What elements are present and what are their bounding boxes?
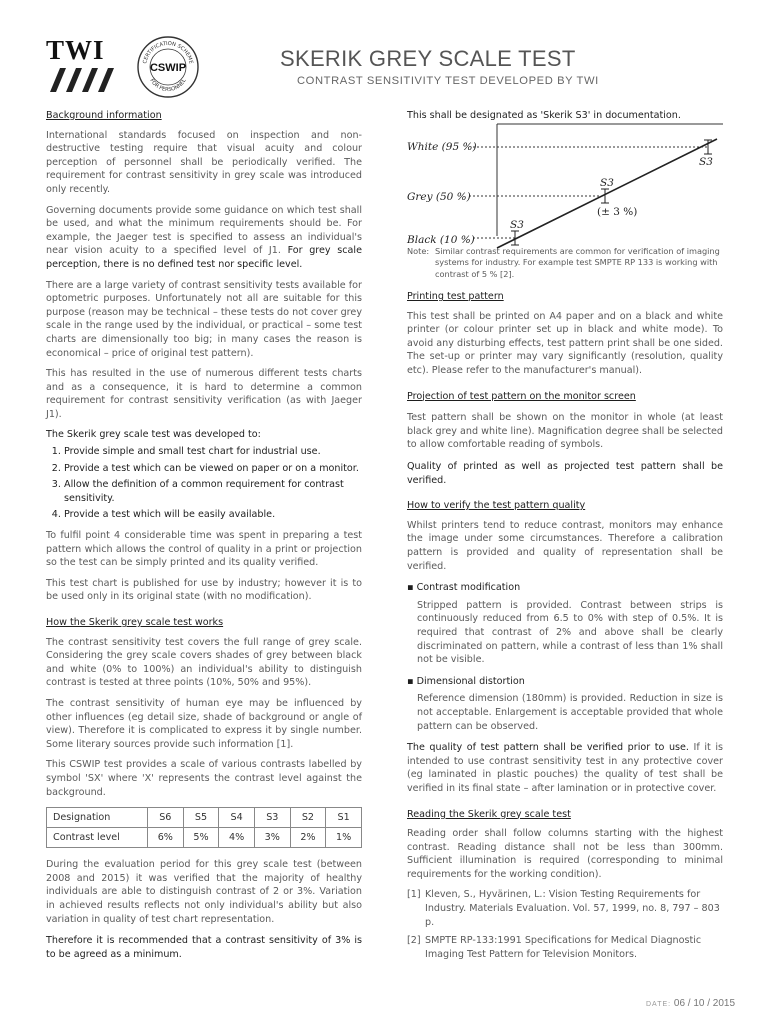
quality-verification-paragraph — [407, 741, 723, 795]
chart-label-grey: Grey (50 %) — [407, 190, 471, 203]
developed-intro: The Skerik grey scale test was developed to: — [46, 429, 261, 441]
table-cell: Designation — [47, 808, 148, 828]
bullet-dimensional-distortion — [407, 675, 723, 689]
svg-text:FOR PERSONNEL: FOR PERSONNEL — [148, 77, 188, 94]
developed-list — [46, 445, 362, 522]
reference-2 — [407, 934, 723, 961]
quality-statement: Quality of printed as well as projected test pattern shall be verified. — [407, 461, 723, 486]
chart-label-black: Black (10 %) — [407, 233, 475, 246]
chart-tolerance-label: (± 3 %) — [597, 205, 638, 218]
chart-label-white: White (95 %) — [407, 140, 477, 153]
background-paragraph-2-text: Governing documents provide some guidance on which test shall be used, and what the minimum requirements should be. For example, the Jaeger test is specified to assess an individual's near vision acuity to a specified level of J1. — [46, 204, 362, 257]
cswip-seal-icon — [136, 35, 200, 99]
footer-date — [646, 998, 735, 1009]
table-cell: 3% — [254, 828, 290, 848]
contrast-table — [46, 807, 362, 848]
list-item: 3. Allow the definition of a common requirement for contrast sensitivity. — [64, 478, 362, 505]
list-item: 2. Provide a test which can be viewed on paper or on a monitor. — [64, 462, 362, 476]
page-title: SKERIK GREY SCALE TEST — [280, 46, 576, 71]
background-paragraph-2-emphasis: For grey scale perception, there is no defined test nor specific level. — [46, 245, 362, 270]
page-subtitle: CONTRAST SENSITIVITY TEST DEVELOPED BY TWI — [297, 75, 599, 87]
background-paragraph-1: International standards focused on inspection and non-destructive testing require that visual acuity and colour perception of personnel shall be periodically verified. The requirement for contrast sensitivity in grey scale was introduced only recently. — [46, 129, 362, 195]
table-cell: 5% — [183, 828, 219, 848]
left-column — [46, 109, 362, 961]
quality-verification-text: If it is intended to use contrast sensitivity test in any protective cover (eg laminated in plastic pouches) the quality of test shall be verified in its final state – after lamination or in protective cover. — [407, 742, 723, 794]
table-cell: 6% — [148, 828, 184, 848]
table-row — [47, 808, 362, 828]
contrast-modification-text: Stripped pattern is provided. Contrast between strips is continuously reduced from 6.5 to 0% with step of 0.5%. It is required that contrast of 2% and above shall be clearly discriminated on pattern, while a contrast of less than 1% shall not be visible. — [417, 599, 723, 666]
reference-text: Kleven, S., Hyvärinen, L.: Vision Testing Requirements for Industry. Materials Evaluation. Vol. 57, 1999, no. 8, 797 – 803 p. — [425, 889, 720, 928]
table-cell: S6 — [148, 808, 184, 828]
chart-s3-label-black: S3 — [510, 218, 524, 231]
table-cell: S3 — [254, 808, 290, 828]
printing-paragraph: This test shall be printed on A4 paper and on a black and white printer (or colour printer set up in black and white mode). To avoid any disturbing effects, test pattern print shall be one sided. The set-up or printer may vary significantly (resolution, quality etc). Please refer to the manufacturer's manual). — [407, 310, 723, 377]
recommendation-paragraph: Therefore it is recommended that a contrast sensitivity of 3% is to be agreed as a minimum. — [46, 935, 362, 960]
evaluation-paragraph: During the evaluation period for this grey scale test (between 2008 and 2015) it was verified that the majority of healthy individuals are able to distinguish contrast of 2 or 3%. Variation in achieved results reflects not only individual's ability but also variation in quality of test chart representation. — [46, 859, 362, 925]
twi-logo — [46, 35, 122, 94]
table-cell: S4 — [219, 808, 255, 828]
background-heading: Background information — [46, 110, 162, 121]
table-row — [47, 828, 362, 848]
note-text: Similar contrast requirements are common for verification of imaging systems for industry. For example test SMPTE RP 133 is working with contrast of 5 % [2]. — [435, 245, 720, 279]
projection-paragraph: Test pattern shall be shown on the monitor in whole (at least black grey and white line). Magnification degree shall be selected to allow comfortable reading of symbols. — [407, 412, 723, 451]
chart-s3-label-white: S3 — [699, 155, 713, 168]
verify-paragraph: Whilst printers tend to reduce contrast, monitors may enhance the image under some circumstances. Therefore a calibration pattern is provided and quality of representation shall be verified. — [407, 519, 723, 572]
reference-number: [2] — [407, 935, 421, 947]
note — [407, 246, 723, 281]
designation-text: This shall be designated as 'Skerik S3' in documentation. — [407, 110, 681, 121]
bullet-icon: ▪ — [407, 675, 417, 687]
how-it-works-heading: How the Skerik grey scale test works — [46, 617, 224, 628]
chart-scale-line — [497, 139, 717, 248]
projection-heading: Projection of test pattern on the monitor screen — [407, 390, 636, 402]
twi-logo-text: TWI — [46, 35, 105, 65]
how-paragraph-1: The contrast sensitivity test covers the full range of grey scale. Considering the grey scale covers shades of grey between black and white (0% to 100%) an individual's ability to distinguish contrast is tested at three points (10%, 50% and 95%). — [46, 636, 362, 689]
quality-verification-emphasis: The quality of test pattern shall be verified prior to use. — [407, 742, 689, 754]
fulfil-paragraph: To fulfil point 4 considerable time was spent in preparing a test pattern which allows the control of quality in a print or projection so the test can be simply printed and its quality verified. — [46, 530, 362, 569]
grey-scale-chart — [407, 124, 723, 246]
bullet-icon: ▪ — [407, 582, 417, 594]
bullet-title: Dimensional distortion — [416, 675, 525, 687]
dimensional-distortion-text: Reference dimension (180mm) is provided. Reduction in size is not acceptable. Enlargement is acceptable provided that whole pattern can be observed. — [417, 693, 723, 732]
table-cell: 2% — [290, 828, 326, 848]
reference-number: [1] — [407, 889, 421, 901]
reading-heading: Reading the Skerik grey scale test — [407, 808, 571, 820]
note-label: Note: — [407, 245, 430, 256]
chart-s3-label-grey: S3 — [600, 176, 614, 189]
list-item: 4. Provide a test which will be easily available. — [64, 508, 362, 522]
reading-paragraph: Reading order shall follow columns starting with the highest contrast. Reading distance shall not be less than 300mm. Sufficient illumination is required (corresponding to minimal requirements for the working condition). — [407, 828, 723, 880]
list-item: 1. Provide simple and small test chart for industrial use. — [64, 445, 362, 459]
cswip-seal — [136, 35, 200, 99]
right-column — [407, 109, 723, 961]
reference-1 — [407, 888, 723, 929]
bullet-title: Contrast modification — [416, 582, 521, 594]
table-cell: Contrast level — [47, 828, 148, 848]
table-cell: S1 — [326, 808, 362, 828]
background-paragraph-4: This has resulted in the use of numerous different tests charts and as a consequence, it is hard to determine a common requirement for contrast sensitivity verification (as with Jaeger J1). — [46, 368, 362, 420]
background-paragraph-3: There are a large variety of contrast sensitivity tests available for optometric purposes. Unfortunately not all are suitable for this purpose (reason may be technical – these tests do not cover grey scale in the range used by the individual, or practical – some test charts are dimensionally too big; in many cases the reason is economical – price of original test pattern). — [46, 279, 362, 359]
how-paragraph-2: The contrast sensitivity of human eye may be influenced by other influences (eg detail size, shade of background or angle of view). Therefore it is complicated to express it by single number. Some literary sources provide such information [1]. — [46, 697, 362, 750]
date-label: DATE: — [646, 1001, 672, 1008]
background-paragraph-2 — [46, 204, 362, 272]
table-cell: S2 — [290, 808, 326, 828]
reference-text: SMPTE RP-133:1991 Specifications for Medical Diagnostic Imaging Test Pattern for Television Monitors. — [425, 935, 702, 960]
table-cell: S5 — [183, 808, 219, 828]
table-cell: 4% — [219, 828, 255, 848]
date-value: 06 / 10 / 2015 — [673, 998, 736, 1009]
svg-text:CSWIP: CSWIP — [149, 62, 187, 74]
svg-text:CERTIFICATION SCHEME: CERTIFICATION SCHEME — [142, 40, 194, 65]
verify-heading: How to verify the test pattern quality — [407, 500, 586, 512]
twi-logo-stripes-icon — [46, 64, 116, 92]
printing-heading: Printing test pattern — [407, 291, 504, 303]
how-paragraph-3: This CSWIP test provides a scale of various contrasts labelled by symbol 'SX' where 'X' represents the contrast level against the background. — [46, 759, 362, 798]
table-cell: 1% — [326, 828, 362, 848]
bullet-contrast-modification — [407, 581, 723, 595]
published-paragraph: This test chart is published for use by industry; however it is to be used only in its original state (with no modification). — [46, 577, 362, 603]
